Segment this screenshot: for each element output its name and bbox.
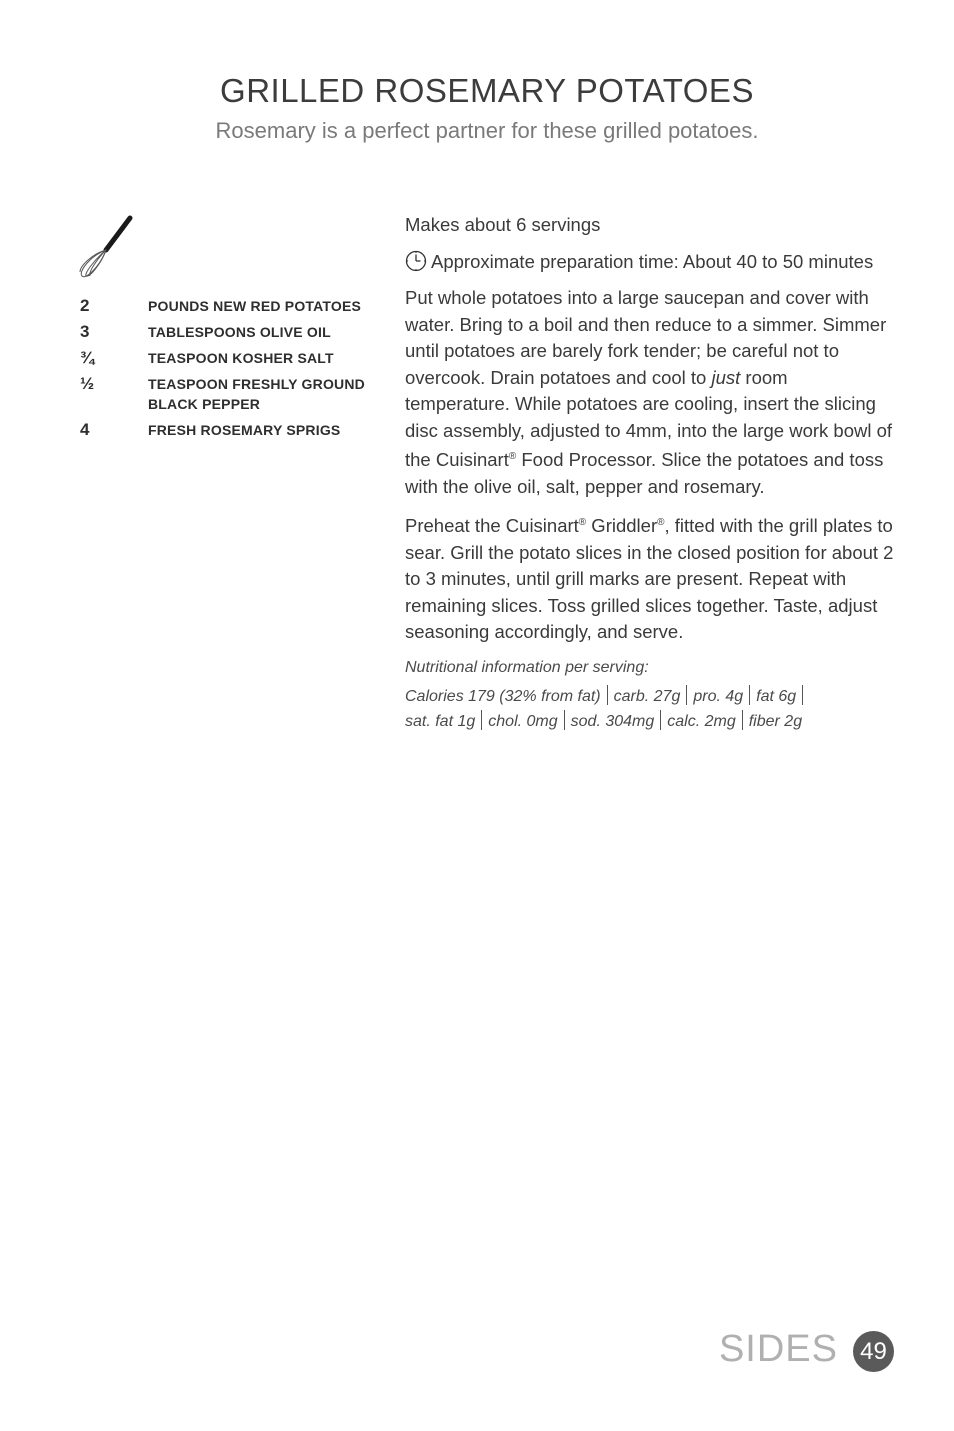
ingredient-row: [80, 348, 380, 368]
registered-mark: ®: [657, 517, 665, 529]
recipe-subtitle: Rosemary is a perfect partner for these grilled potatoes.: [215, 118, 759, 143]
nutrition-sat-fat: sat. fat 1g: [405, 712, 476, 730]
recipe-title: GRILLED ROSEMARY POTATOES: [220, 72, 754, 109]
ingredient-row: [80, 420, 380, 440]
divider: [749, 685, 750, 705]
registered-mark: ®: [508, 451, 517, 462]
section-label: SIDES: [718, 1328, 838, 1370]
divider: [802, 685, 803, 705]
ingredient-quantity: 4: [80, 420, 90, 439]
nutrition-heading: Nutritional information per serving:: [405, 658, 649, 676]
ingredient-name: TEASPOON FRESHLY GROUND BLACK PEPPER: [148, 376, 365, 412]
ingredient-row: [80, 296, 380, 316]
ingredient-name: POUNDS NEW RED POTATOES: [148, 298, 362, 314]
nutrition-calories: Calories 179 (32% from fat): [405, 687, 601, 705]
divider: [742, 710, 743, 730]
ingredient-name: TABLESPOONS OLIVE OIL: [148, 324, 331, 340]
step-text: Griddler: [586, 515, 658, 537]
whisk-icon: [76, 214, 136, 280]
ingredient-quantity: 3: [80, 322, 90, 341]
instruction-step-2: [405, 510, 897, 646]
step-emphasis: just: [711, 366, 741, 388]
page-number-badge: 49: [853, 1331, 894, 1372]
ingredient-name: FRESH ROSEMARY SPRIGS: [148, 422, 341, 438]
ingredient-name: TEASPOON KOSHER SALT: [148, 350, 334, 366]
step-text: room temperature. While potatoes are cooling, insert the slicing disc assembly, adjusted to 4mm, into the large work bowl of the Cuisinart: [405, 366, 893, 471]
recipe-instructions: [405, 212, 897, 734]
step-text: Put whole potatoes into a large saucepan and cover with water. Bring to a boil and then reduce to a simmer. Simmer until potatoes are barely fork tender; be careful not to overcook. Drain potatoes and cool to: [405, 287, 887, 388]
ingredient-quantity: ¾: [80, 348, 95, 367]
divider: [481, 710, 482, 730]
divider: [564, 710, 565, 730]
ingredient-quantity: ½: [80, 374, 95, 393]
ingredient-row: [80, 322, 380, 342]
prep-time: [405, 249, 897, 276]
nutrition-calcium: calc. 2mg: [667, 712, 736, 730]
divider: [660, 710, 661, 730]
prep-time-text: Approximate preparation time: About 40 to 50 minutes: [431, 250, 874, 272]
step-text: , fitted with the grill plates to sear. Grill the potato slices in the closed position for about 2 to 3 minutes, until grill marks are present. Repeat with remaining slices. Toss grilled slices together. Taste, adjust seasoning accordingly, and serve.: [405, 515, 894, 643]
servings: Makes about 6 servings: [405, 214, 601, 235]
nutrition-carb: carb. 27g: [613, 687, 681, 705]
step-text: Food Processor. Slice the potatoes and toss with the olive oil, salt, pepper and rosemary.: [405, 449, 884, 497]
nutrition-sodium: sod. 304mg: [570, 712, 655, 730]
nutrition-fiber: fiber 2g: [748, 712, 803, 730]
nutrition-protein: pro. 4g: [693, 687, 744, 705]
ingredient-quantity: 2: [80, 296, 90, 315]
divider: [686, 685, 687, 705]
instruction-step-1: [405, 285, 897, 500]
step-text: Preheat the Cuisinart: [405, 515, 579, 537]
nutrition-fat: fat 6g: [756, 687, 797, 705]
ingredient-row: [80, 374, 380, 414]
divider: [607, 685, 608, 705]
ingredient-list: [80, 296, 380, 446]
clock-icon: [405, 250, 427, 272]
registered-mark: ®: [578, 517, 587, 529]
nutrition-chol: chol. 0mg: [488, 712, 558, 730]
nutrition-facts: [405, 684, 897, 734]
